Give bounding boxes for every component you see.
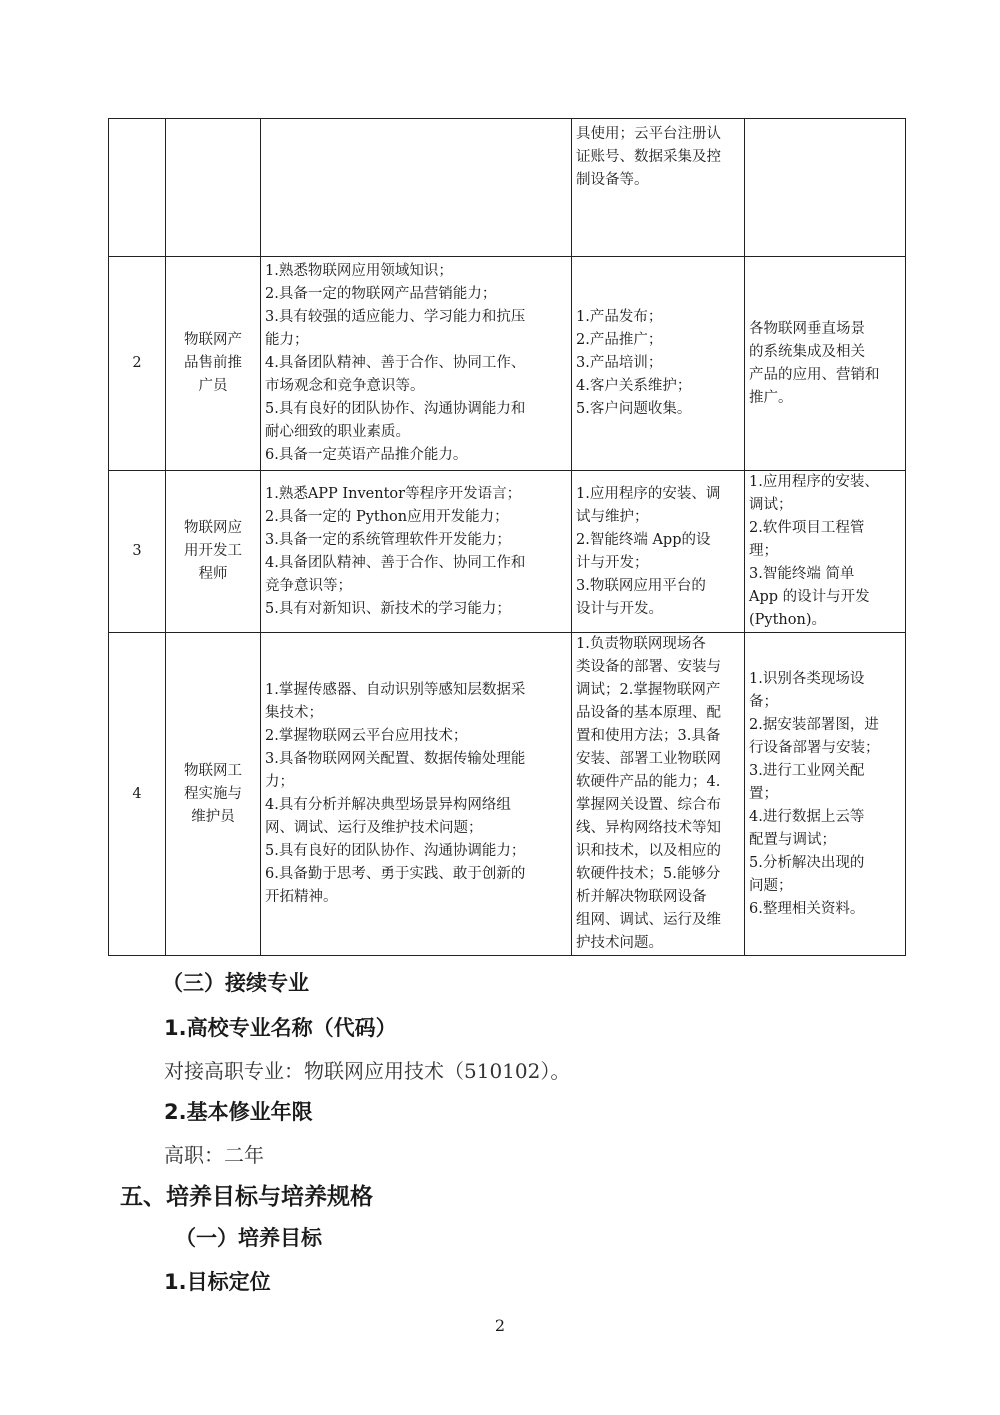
job-position-line: 物联网产: [184, 332, 242, 348]
job-abilities-line: 1.熟悉物联网应用领域知识；: [265, 263, 453, 279]
table-row: [109, 471, 906, 633]
work-areas-line: 行设备部署与安装；: [749, 739, 880, 756]
work-tasks-line: 调试；2.掌握物联网产: [576, 682, 721, 698]
job-abilities-line: 2.具备一定的 Python应用开发能力；: [265, 508, 509, 525]
work-tasks-line: 设计与开发。: [576, 600, 663, 617]
work-areas-cell: [745, 633, 906, 956]
work-areas-line: 备；: [749, 693, 778, 710]
job-abilities-line: 4.具备团队精神、善于合作、协同工作和: [265, 554, 526, 571]
work-areas-line: 3.进行工业网关配: [749, 762, 865, 779]
study-years-text: 高职：二年: [164, 1143, 264, 1167]
row-number-cell: 4: [109, 633, 166, 956]
work-areas-line: 产品的应用、营销和: [749, 366, 880, 383]
job-abilities-line: 2.具备一定的物联网产品营销能力；: [265, 286, 497, 302]
job-position-line: 物联网工: [184, 762, 242, 779]
work-tasks-line: 1.应用程序的安装、调: [576, 485, 721, 502]
job-abilities-line: 3.具备物联网网关配置、数据传输处理能: [265, 751, 526, 767]
job-position-line: 物联网应: [184, 520, 242, 536]
work-tasks-cell: [572, 633, 745, 956]
job-position-line: 广员: [198, 378, 228, 394]
job-abilities-line: 4.具备团队精神、善于合作、协同工作、: [265, 355, 526, 371]
job-abilities-line: 6.具备一定英语产品推介能力。: [265, 447, 468, 463]
work-areas-line: 推广。: [749, 389, 793, 406]
work-tasks-line: 2.智能终端 App的设: [576, 531, 711, 548]
job-abilities-line: 5.具有良好的团队协作、沟通协调能力和: [265, 401, 526, 417]
work-areas-line: 2.软件项目工程管: [749, 520, 865, 536]
job-abilities-cell: [261, 471, 572, 633]
job-abilities-line: 网、调试、运行及维护技术问题；: [265, 820, 483, 836]
job-abilities-line: 市场观念和竞争意识等。: [265, 378, 425, 394]
job-abilities-line: 1.熟悉APP Inventor等程序开发语言；: [265, 485, 522, 502]
table-row: [109, 257, 906, 471]
job-abilities-cell: [261, 633, 572, 956]
work-areas-line: 配置与调试；: [749, 831, 836, 848]
work-areas-line: 3.智能终端 简单: [749, 566, 855, 582]
work-tasks-line: 置和使用方法；3.具备: [576, 728, 721, 744]
work-tasks-line: 识和技术，以及相应的: [576, 843, 721, 859]
job-position-line: 品售前推: [184, 355, 242, 371]
job-abilities-line: 3.具备一定的系统管理软件开发能力；: [265, 531, 511, 548]
work-areas-line: 4.进行数据上云等: [749, 808, 865, 825]
occupation-table: [108, 118, 906, 956]
work-tasks-cell: [572, 471, 745, 633]
job-abilities-line: 2.掌握物联网云平台应用技术；: [265, 728, 468, 744]
job-abilities-line: 力；: [265, 774, 294, 790]
job-abilities-line: 6.具备勤于思考、勇于实践、敢于创新的: [265, 866, 526, 882]
work-tasks-line: 1.产品发布；: [576, 309, 663, 325]
work-tasks-cell: [572, 257, 745, 471]
job-abilities-line: 5.具有对新知识、新技术的学习能力；: [265, 600, 511, 617]
work-tasks-line: 3.物联网应用平台的: [576, 577, 706, 594]
job-abilities-cell: [261, 257, 572, 471]
job-abilities-cell: [261, 119, 572, 257]
table-row: [109, 119, 906, 257]
job-abilities-line: 集技术；: [265, 705, 323, 721]
work-tasks-line: 计与开发；: [576, 554, 649, 571]
job-position-line: 用开发工: [184, 543, 242, 559]
work-areas-line: 调试；: [749, 497, 793, 513]
work-tasks-line: 护技术问题。: [576, 935, 663, 951]
work-tasks-line: 证账号、数据采集及控: [576, 149, 721, 165]
work-areas-line: 2.据安装部署图，进: [749, 716, 879, 733]
job-position-cell: [166, 633, 261, 956]
subsection-title-goal-positioning: 1.目标定位: [164, 1270, 271, 1294]
job-position-line: 维护员: [191, 808, 235, 825]
work-areas-line: (Python)。: [749, 612, 826, 628]
work-areas-line: 6.整理相关资料。: [749, 900, 865, 917]
work-tasks-line: 软硬件产品的能力；4.: [576, 774, 721, 790]
work-tasks-line: 线、异构网络技术等知: [576, 820, 721, 836]
work-tasks-line: 具使用；云平台注册认: [576, 126, 721, 142]
work-areas-line: 各物联网垂直场景: [749, 320, 865, 337]
job-abilities-line: 5.具有良好的团队协作、沟通协调能力；: [265, 843, 526, 859]
section-title-training-goal: （一）培养目标: [175, 1226, 322, 1250]
subsection-title-study-years: 2.基本修业年限: [164, 1100, 313, 1124]
row-number-cell: 3: [109, 471, 166, 633]
job-position-line: 程实施与: [184, 785, 242, 802]
work-tasks-line: 试与维护；: [576, 508, 649, 525]
job-position-line: 程师: [198, 566, 228, 582]
work-areas-line: 置；: [749, 785, 778, 802]
chapter-title-training-goals: 五、培养目标与培养规格: [120, 1184, 373, 1210]
job-position-cell: [166, 257, 261, 471]
job-abilities-line: 3.具有较强的适应能力、学习能力和抗压: [265, 309, 526, 325]
work-tasks-line: 1.负责物联网现场各: [576, 636, 706, 652]
work-tasks-line: 安装、部署工业物联网: [576, 751, 721, 767]
work-areas-cell: [745, 119, 906, 257]
subsection-title-major-name: 1.高校专业名称（代码）: [164, 1016, 397, 1040]
occupation-table-body: [109, 119, 906, 956]
work-tasks-line: 3.产品培训；: [576, 355, 663, 371]
work-areas-line: 1.识别各类现场设: [749, 670, 865, 687]
job-abilities-line: 开拓精神。: [265, 889, 338, 905]
work-tasks-line: 组网、调试、运行及维: [576, 912, 721, 928]
work-tasks-line: 掌握网关设置、综合布: [576, 797, 721, 813]
major-name-text: 对接高职专业：物联网应用技术（510102）。: [164, 1059, 571, 1083]
work-tasks-line: 2.产品推广；: [576, 332, 663, 348]
table-row: [109, 633, 906, 956]
work-areas-line: 的系统集成及相关: [749, 343, 865, 360]
work-areas-line: App 的设计与开发: [749, 589, 870, 605]
work-tasks-line: 品设备的基本原理、配: [576, 705, 721, 721]
work-areas-cell: [745, 257, 906, 471]
work-tasks-line: 软硬件技术；5.能够分: [576, 866, 721, 882]
work-areas-line: 5.分析解决出现的: [749, 854, 865, 871]
work-areas-line: 问题；: [749, 877, 793, 894]
work-areas-cell: [745, 471, 906, 633]
job-position-cell: [166, 471, 261, 633]
work-tasks-line: 制设备等。: [576, 172, 649, 188]
job-position-cell: [166, 119, 261, 257]
work-tasks-line: 5.客户问题收集。: [576, 401, 692, 417]
work-tasks-cell: [572, 119, 745, 257]
job-abilities-line: 4.具有分析并解决典型场景异构网络组: [265, 797, 511, 813]
row-number-cell: [109, 119, 166, 257]
work-tasks-line: 析并解决物联网设备: [576, 889, 707, 905]
job-abilities-line: 1.掌握传感器、自动识别等感知层数据采: [265, 682, 526, 698]
section-title-continuation-major: （三）接续专业: [162, 971, 309, 995]
job-abilities-line: 耐心细致的职业素质。: [265, 424, 410, 440]
work-areas-line: 1.应用程序的安装、: [749, 474, 879, 490]
row-number-cell: 2: [109, 257, 166, 471]
job-abilities-line: 竞争意识等；: [265, 577, 352, 594]
page-number: 2: [494, 1316, 506, 1335]
work-tasks-line: 类设备的部署、安装与: [576, 659, 721, 675]
work-areas-line: 理；: [749, 543, 778, 559]
work-tasks-line: 4.客户关系维护；: [576, 378, 692, 394]
job-abilities-line: 能力；: [265, 332, 309, 348]
